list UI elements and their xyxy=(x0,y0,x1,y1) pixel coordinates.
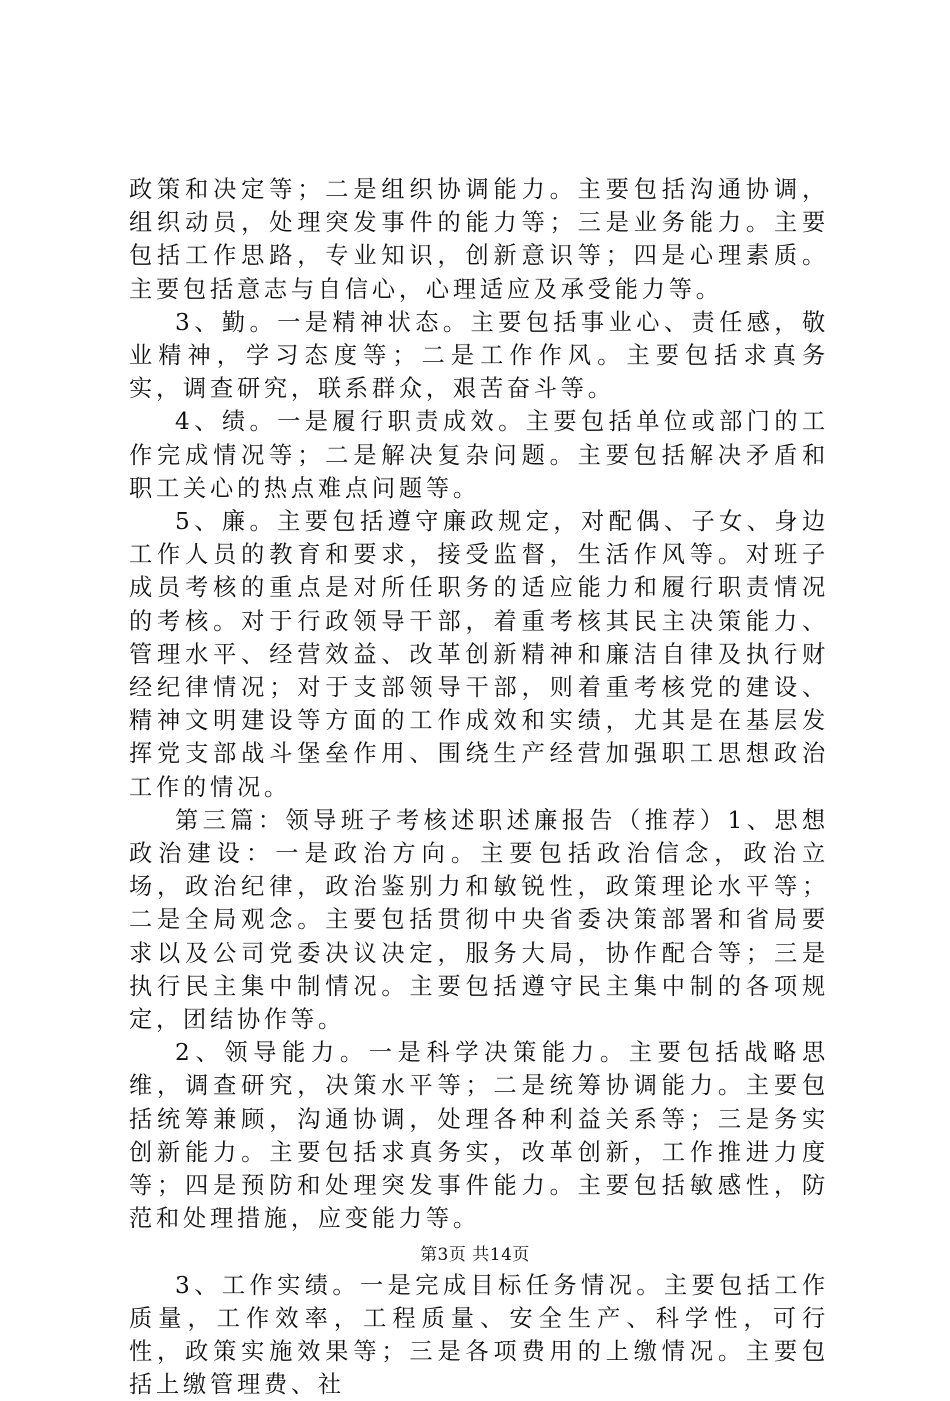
paragraph-2: 3、勤。一是精神状态。主要包括事业心、责任感，敬业精神，学习态度等；二是工作作风。主要包括求真务实，调查研究，联系群众，艰苦奋斗等。 xyxy=(129,306,829,406)
paragraph-5: 第三篇：领导班子考核述职述廉报告（推荐）1、思想政治建设：一是政治方向。主要包括政治信念，政治立场，政治纪律，政治鉴别力和敏锐性，政策理论水平等；二是全局观念。主要包括贯彻中央省委决策部署和省局要求以及公司党委决议决定，服务大局，协作配合等；三是执行民主集中制情况。主要包括遵守民主集中制的各项规定，团结协作等。 xyxy=(129,804,829,1036)
paragraph-4: 5、廉。主要包括遵守廉政规定，对配偶、子女、身边工作人员的教育和要求，接受监督，生活作风等。对班子成员考核的重点是对所任职务的适应能力和履行职责情况的考核。对于行政领导干部，着重考核其民主决策能力、管理水平、经营效益、改革创新精神和廉洁自律及执行财经纪律情况；对于支部领导干部，则着重考核党的建设、精神文明建设等方面的工作成效和实绩，尤其是在基层发挥党支部战斗堡垒作用、围绕生产经营加强职工思想政治工作的情况。 xyxy=(129,505,829,804)
paragraph-6: 2、领导能力。一是科学决策能力。主要包括战略思维，调查研究，决策水平等；二是统筹协调能力。主要包括统筹兼顾，沟通协调，处理各种利益关系等；三是务实创新能力。主要包括求真务实，改革创新，工作推进力度等；四是预防和处理突发事件能力。主要包括敏感性，防范和处理措施，应变能力等。 xyxy=(129,1036,829,1235)
paragraph-1: 政策和决定等；二是组织协调能力。主要包括沟通协调，组织动员，处理突发事件的能力等；三是业务能力。主要包括工作思路，专业知识，创新意识等；四是心理素质。主要包括意志与自信心，心理适应及承受能力等。 xyxy=(129,173,829,306)
page-footer: 第3页 共14页 xyxy=(0,1244,950,1266)
paragraph-7: 3、工作实绩。一是完成目标任务情况。主要包括工作质量，工作效率，工程质量、安全生产、科学性，可行性，政策实施效果等；三是各项费用的上缴情况。主要包括上缴管理费、社 xyxy=(129,1269,829,1401)
paragraph-3: 4、绩。一是履行职责成效。主要包括单位或部门的工作完成情况等；二是解决复杂问题。主要包括解决矛盾和职工关心的热点难点问题等。 xyxy=(129,405,829,505)
document-body xyxy=(129,173,829,1401)
